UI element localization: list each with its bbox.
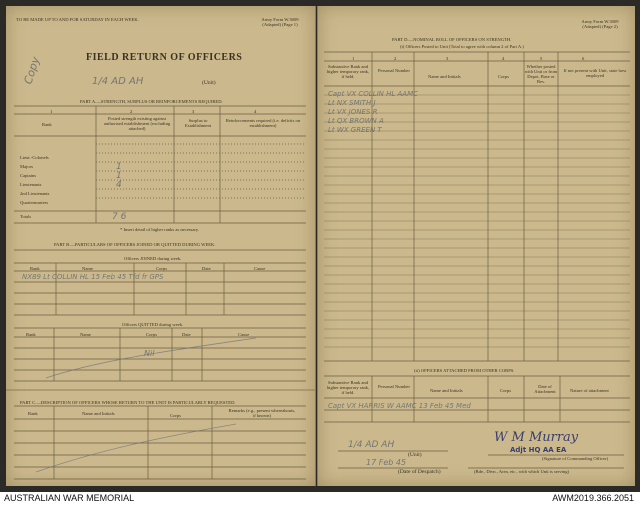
part-a-header-surplus: Surplus to Establishment (184, 118, 212, 128)
roll-row-3: Lt VX JONES R (328, 108, 378, 116)
part-b-title: PART B.—PARTICULARS OF OFFICERS JOINED OR QUITTED DURING WEEK. (54, 242, 216, 247)
part-a-header-rank: Rank (42, 122, 52, 127)
form-label: Army Form W.3009 (Adapted) (Page 1) (261, 17, 299, 27)
roll-row-1: Capt VX COLLIN HL AAMC (328, 90, 419, 98)
joined-header-name: Name (82, 266, 93, 271)
attached-header-date: Date of Attachment (534, 384, 556, 394)
left-page (6, 6, 316, 486)
unit-handwritten: 1/4 AD AH (92, 76, 144, 87)
right-form-label: Army Form W.3009 (Adapted) (Page 2) (581, 19, 619, 29)
rank-majors: Majors (20, 164, 34, 169)
margin-annotation: Copy (21, 55, 43, 86)
date-caption: (Date of Despatch) (398, 469, 441, 475)
part-d-title: PART D.—NOMINAL ROLL OF OFFICERS ON STRENGTH. (392, 37, 512, 42)
left-page-rules (6, 6, 315, 486)
part-d-header-corps: Corps (498, 74, 509, 79)
footer-accession-number: AWM2019.366.2051 (552, 493, 634, 503)
footer-credit: AUSTRALIAN WAR MEMORIAL (4, 493, 135, 503)
quitted-header-cause: Cause (238, 332, 250, 337)
commander-signature: W M Murray (494, 430, 579, 445)
page-title: FIELD RETURN OF OFFICERS (86, 52, 243, 63)
joined-entry: NX89 Lt COLLIN HL 15 Feb 45 Tfd fr GPS (22, 273, 164, 281)
part-a-col-2: 2 (130, 109, 133, 114)
part-a-col-1: 1 (50, 109, 53, 114)
adjutant-stamp: Adjt HQ AA EA (510, 446, 567, 454)
rank-2nd-lieutenants: 2nd Lieutenants (20, 191, 50, 196)
quitted-title: Officers QUITTED during week. (122, 322, 184, 327)
part-d-col-2: 2 (394, 56, 397, 61)
rank-captains: Captains (20, 173, 37, 178)
part-d-header-name: Name and Initials (428, 74, 461, 79)
roll-row-5: Lt WX GREEN T (328, 126, 382, 134)
part-d-header-rank: Substantive Rank and higher temporary rank, if held. (326, 64, 370, 79)
part-a-col-3: 3 (192, 109, 195, 114)
attached-title: (ii) OFFICERS ATTACHED FROM OTHER CORPS. (414, 368, 515, 373)
lieutenants-value: 4 (116, 180, 122, 190)
part-c-header-name: Name and Initials (82, 411, 115, 416)
majors-value: 1 (116, 162, 122, 172)
part-d-subtitle: (i) Officers Posted to Unit (Total to agree with column 2 of Part A.) (400, 44, 524, 49)
quitted-header-name: Name (80, 332, 91, 337)
part-d-col-6: 6 (582, 56, 585, 61)
part-d-col-4: 4 (502, 56, 505, 61)
totals-value: 7 6 (112, 212, 127, 222)
location-caption: (Bde., Divn., Area, etc., with which Unit is serving) (474, 469, 570, 474)
attached-header-corps: Corps (500, 388, 511, 393)
rank-lt-colonels: Lieut.-Colonels (20, 155, 49, 160)
attached-header-name: Name and Initials (430, 388, 463, 393)
part-c-header-rank: Rank (28, 411, 38, 416)
quitted-header-date: Date (182, 332, 191, 337)
part-d-header-employed: If not present with Unit, state how employed (563, 68, 627, 78)
part-d-col-5: 5 (540, 56, 543, 61)
part-d-col-3: 3 (446, 56, 449, 61)
joined-header-cause: Cause (254, 266, 266, 271)
part-a-footnote: * Insert detail of higher ranks as necessary. (120, 227, 200, 232)
joined-header-rank: Rank (30, 266, 40, 271)
despatch-date-hand: 17 Feb 45 (366, 458, 407, 467)
roll-row-2: Lt NX SMITH J (328, 99, 376, 107)
attached-row: Capt VX HARRIS W AAMC 13 Feb 45 Med (328, 402, 471, 410)
part-c-title: PART C.—DESCRIPTION OF OFFICERS WHOSE RETURN TO THE UNIT IS PARTICULARLY REQUESTED. (20, 400, 236, 405)
right-page-rules (318, 6, 635, 486)
despatch-unit-hand: 1/4 AD AH (348, 440, 395, 450)
part-a-col-4: 4 (254, 109, 257, 114)
top-notice: TO BE MADE UP TO AND FOR SATURDAY IN EACH WEEK. (16, 17, 139, 22)
part-d-header-posted: Whether posted with Unit or from Depot, Base or Res. (524, 64, 558, 84)
part-a-header-reinforcements: Reinforcements required (i.e. deficits on establishment) (225, 118, 301, 128)
right-page (317, 6, 635, 486)
joined-header-date: Date (202, 266, 211, 271)
quitted-header-rank: Rank (26, 332, 36, 337)
rank-lieutenants: Lieutenants (20, 182, 42, 187)
attached-header-nature: Nature of attachment (570, 388, 609, 393)
joined-title: Officers JOINED during week. (124, 256, 182, 261)
rank-totals: Totals (20, 214, 32, 219)
attached-header-number: Personal Number (377, 384, 411, 389)
part-c-header-remarks: Remarks (e.g., present whereabouts, if known) (228, 408, 296, 418)
commander-caption: (Signature of Commanding Officer) (542, 456, 609, 461)
part-c-header-corps: Corps (170, 413, 181, 418)
attached-header-rank: Substantive Rank and higher temporary rank, if held. (326, 380, 370, 395)
quitted-entry: Nil (144, 349, 155, 358)
captains-value: 1 (116, 171, 122, 181)
part-d-col-1: 1 (352, 56, 355, 61)
rank-quartermasters: Quartermasters (20, 200, 49, 205)
part-a-title: PART A.—STRENGTH, SURPLUS OR REINFORCEMENTS REQUIRED. (80, 99, 223, 104)
quitted-header-corps: Corps (146, 332, 157, 337)
part-a-header-posted: Posted strength existing against authorised establishment (excluding attached) (103, 116, 171, 131)
unit-caption-right: (Unit) (408, 452, 422, 458)
roll-row-4: Lt QX BROWN A (328, 117, 384, 125)
unit-caption: (Unit) (202, 80, 216, 86)
joined-header-corps: Corps (156, 266, 167, 271)
part-d-header-number: Personal Number (377, 68, 411, 73)
